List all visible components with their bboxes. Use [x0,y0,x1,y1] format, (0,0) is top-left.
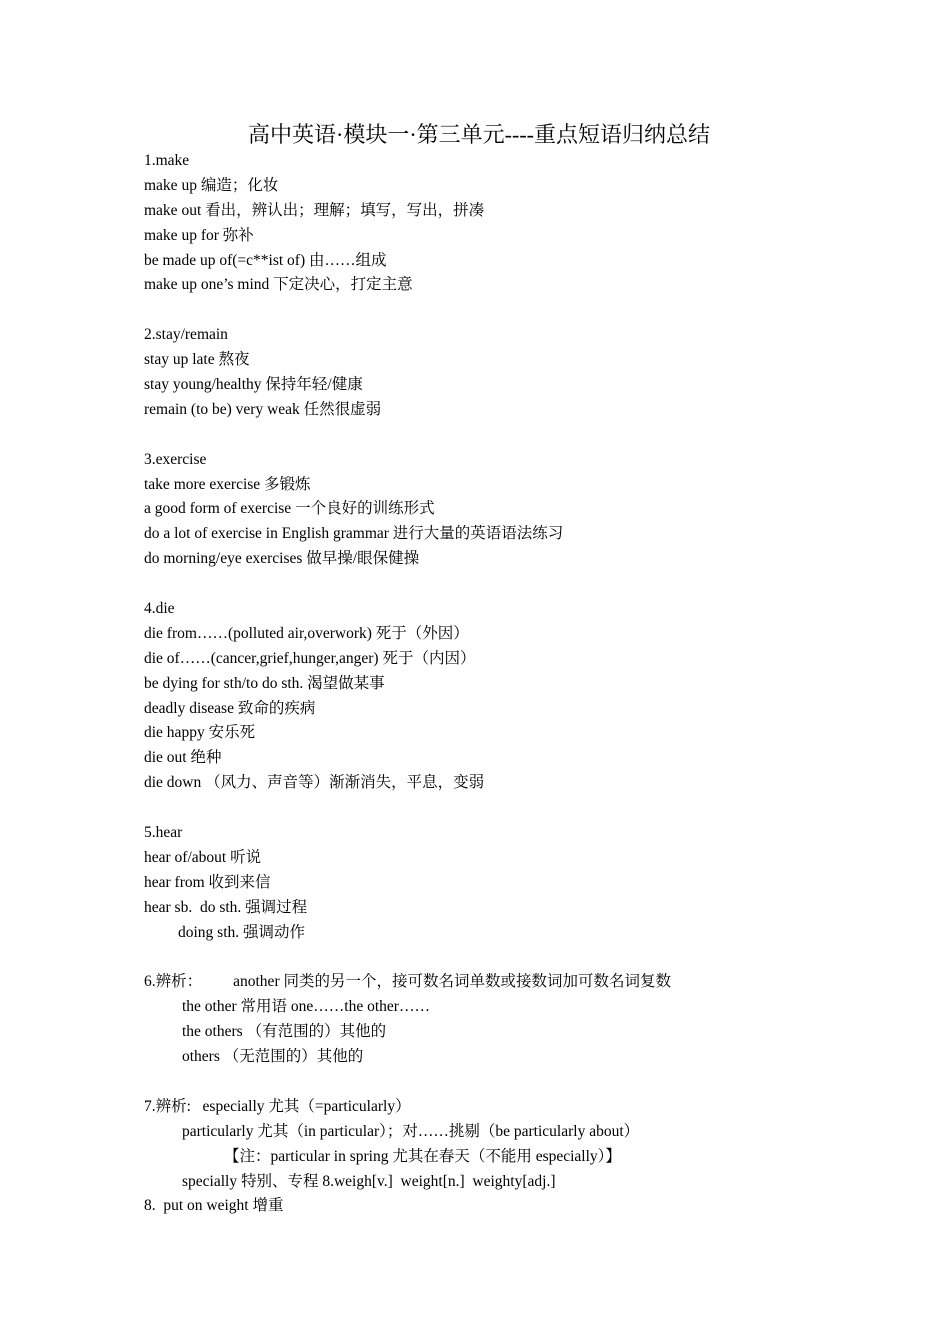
text-line: stay young/healthy 保持年轻/健康 [144,376,363,394]
text-line: the other 常用语 one……the other…… [182,998,430,1016]
text-line: particularly 尤其（in particular）；对……挑剔（be particularly about） [182,1122,640,1140]
text-line: die out 绝种 [144,749,222,767]
text-line: take more exercise 多锻炼 [144,475,311,493]
blank-line [144,423,904,448]
text-line: hear sb. do sth. 强调过程 [144,898,308,916]
text-line: stay up late 熬夜 [144,351,250,369]
text-line: do a lot of exercise in English grammar 进行大量的英语语法练习 [144,525,564,543]
text-line: a good form of exercise 一个良好的训练形式 [144,500,435,518]
text-line: make up 编造；化妆 [144,176,279,194]
blank-line [144,796,904,821]
text-line: be made up of(=c**ist of) 由……组成 [144,251,387,269]
document-body [144,149,904,1219]
text-line: die of……(cancer,grief,hunger,anger) 死于（内因） [144,649,476,667]
text-line: deadly disease 致命的疾病 [144,699,316,717]
text-line: specially 特别、专程 8.weigh[v.] weight[n.] weighty[adj.] [182,1172,556,1190]
text-line: doing sth. 强调动作 [178,923,306,941]
text-line: 6.辨析： another 同类的另一个，接可数名词单数或接数词加可数名词复数 [144,973,671,991]
text-line: 4.die [144,600,175,618]
text-line: die down （风力、声音等）渐渐消失，平息，变弱 [144,774,485,792]
text-line: make up for 弥补 [144,226,254,244]
text-line: die happy 安乐死 [144,724,256,742]
text-line: others （无范围的）其他的 [182,1048,364,1066]
blank-line [144,1070,904,1095]
text-line: remain (to be) very weak 任然很虚弱 [144,400,382,418]
text-line: do morning/eye exercises 做早操/眼保健操 [144,550,420,568]
text-line: 2.stay/remain [144,326,228,344]
blank-line [144,946,904,971]
text-line: 3.exercise [144,450,207,468]
text-line: 【注：particular in spring 尤其在春天（不能用 especially）】 [224,1147,621,1165]
text-line: hear of/about 听说 [144,848,262,866]
text-line: make out 看出，辨认出；理解；填写，写出，拼凑 [144,201,485,219]
document-title: 高中英语·模块一·第三单元----重点短语归纳总结 [248,122,710,147]
text-line: hear from 收到来信 [144,873,271,891]
blank-line [144,572,904,597]
text-line: 5.hear [144,824,183,842]
text-line: 7.辨析: especially 尤其（=particularly） [144,1097,411,1115]
text-line: 1.make [144,152,190,169]
text-line: die from……(polluted air,overwork) 死于（外因） [144,624,469,642]
text-line: make up one’s mind 下定决心，打定主意 [144,276,413,294]
text-line: 8. put on weight 增重 [144,1197,284,1215]
text-line: the others （有范围的）其他的 [182,1023,387,1041]
text-line: be dying for sth/to do sth. 渴望做某事 [144,674,385,692]
blank-line [144,298,904,323]
